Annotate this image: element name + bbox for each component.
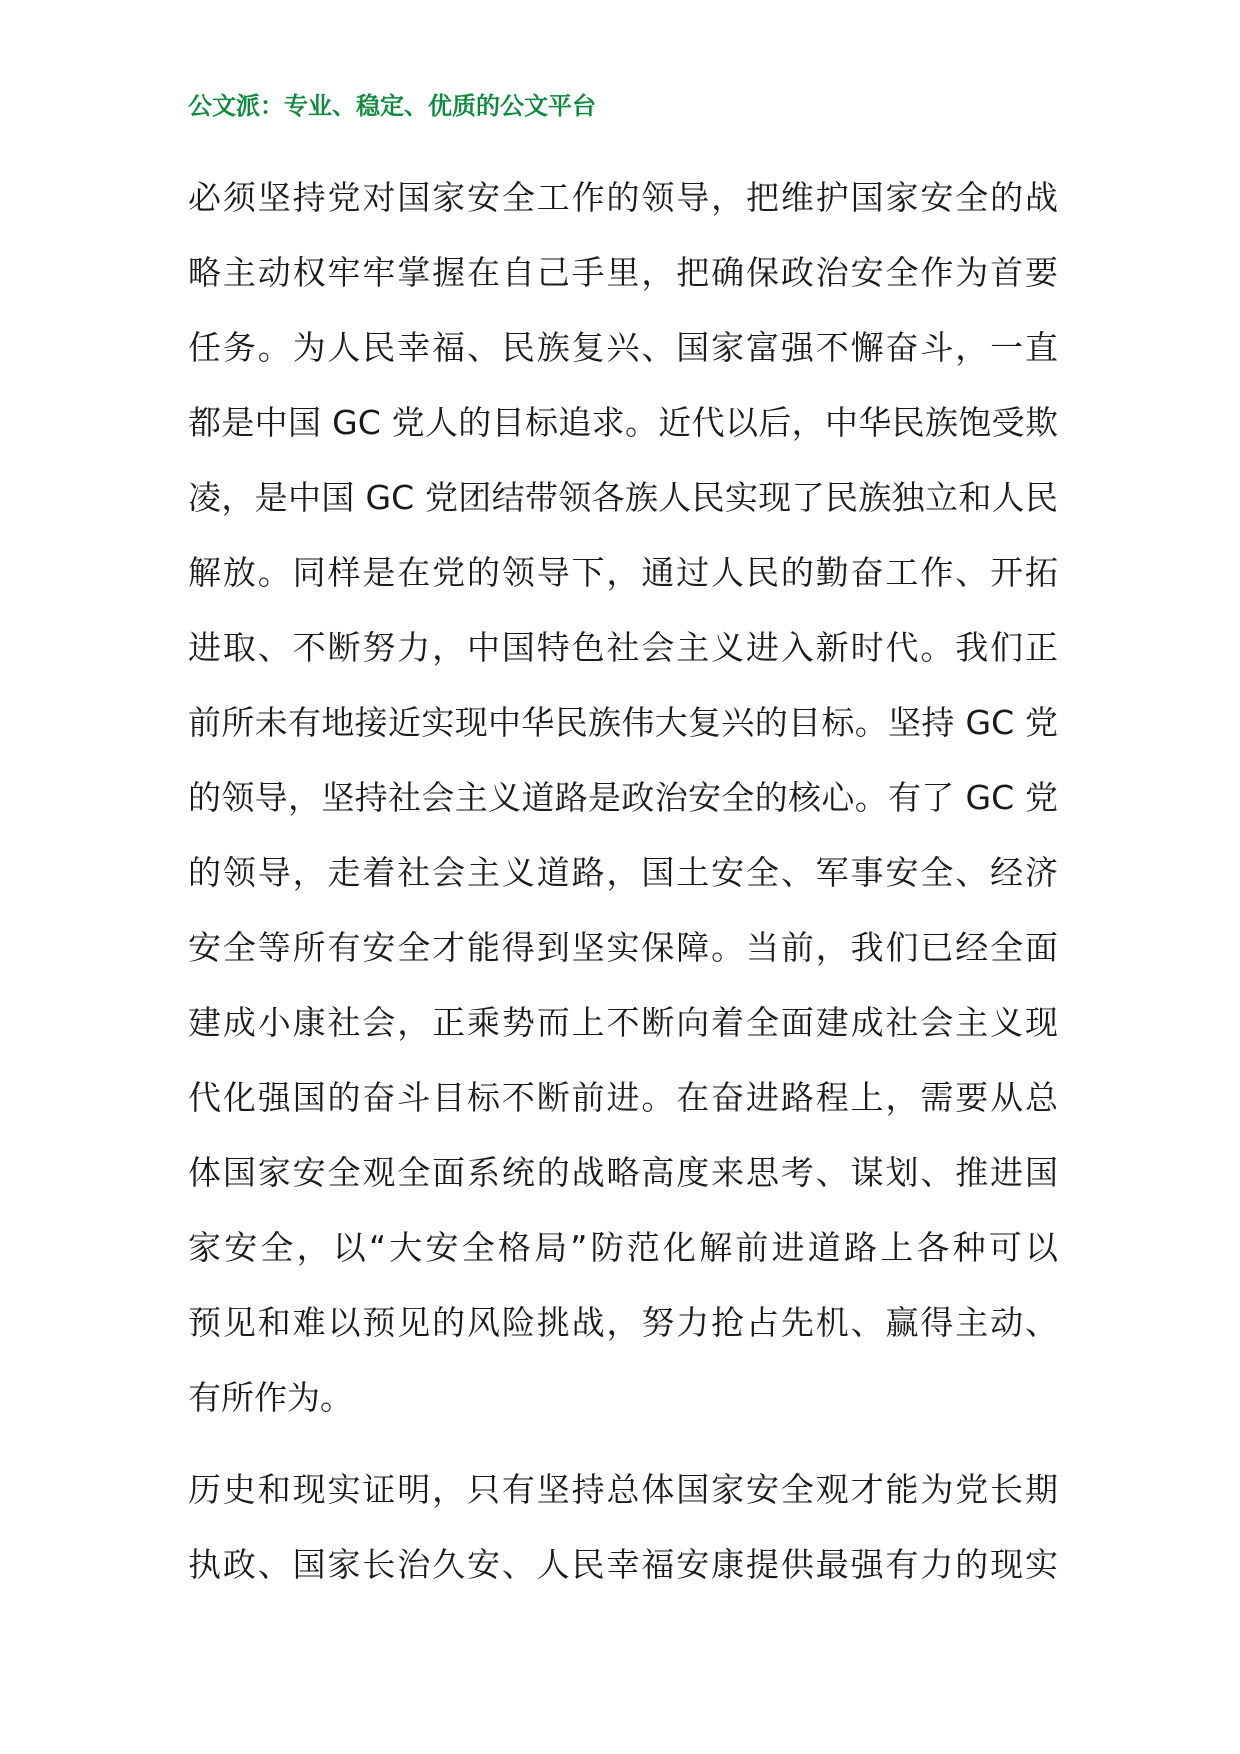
paragraph-2 [188,1452,1058,1602]
paragraph-line: 体国家安全观全面系统的战略高度来思考、谋划、推进国 [188,1153,1058,1192]
paragraph-line: 建成小康社会，正乘势而上不断向着全面建成社会主义现 [188,1003,1058,1042]
paragraph-1 [188,160,1058,1435]
paragraph-line: 任务。为人民幸福、民族复兴、国家富强不懈奋斗，一直 [188,328,1058,367]
paragraph-line: 安全等所有安全才能得到坚实保障。当前，我们已经全面 [188,928,1058,967]
paragraph-line: 家安全，以“大安全格局”防范化解前进道路上各种可以 [188,1228,1058,1267]
paragraph-line: 执政、国家长治久安、人民幸福安康提供最强有力的现实 [188,1545,1058,1584]
paragraph-line: 有所作为。 [188,1378,353,1417]
paragraph-line: 略主动权牢牢掌握在自己手里，把确保政治安全作为首要 [188,253,1058,292]
page-header: 公文派：专业、稳定、优质的公文平台 [188,91,596,120]
paragraph-line: 都是中国 GC 党人的目标追求。近代以后，中华民族饱受欺 [188,403,1058,442]
paragraph-line: 历史和现实证明，只有坚持总体国家安全观才能为党长期 [188,1470,1058,1509]
paragraph-line: 进取、不断努力，中国特色社会主义进入新时代。我们正 [188,628,1058,667]
paragraph-line: 预见和难以预见的风险挑战，努力抢占先机、赢得主动、 [188,1303,1058,1342]
paragraph-line: 必须坚持党对国家安全工作的领导，把维护国家安全的战 [188,178,1058,217]
paragraph-line: 凌，是中国 GC 党团结带领各族人民实现了民族独立和人民 [188,478,1058,517]
paragraph-line: 代化强国的奋斗目标不断前进。在奋进路程上，需要从总 [188,1078,1058,1117]
paragraph-line: 前所未有地接近实现中华民族伟大复兴的目标。坚持 GC 党 [188,703,1058,742]
paragraph-line: 的领导，坚持社会主义道路是政治安全的核心。有了 GC 党 [188,778,1058,817]
paragraph-line: 的领导，走着社会主义道路，国土安全、军事安全、经济 [188,853,1058,892]
paragraph-line: 解放。同样是在党的领导下，通过人民的勤奋工作、开拓 [188,553,1058,592]
